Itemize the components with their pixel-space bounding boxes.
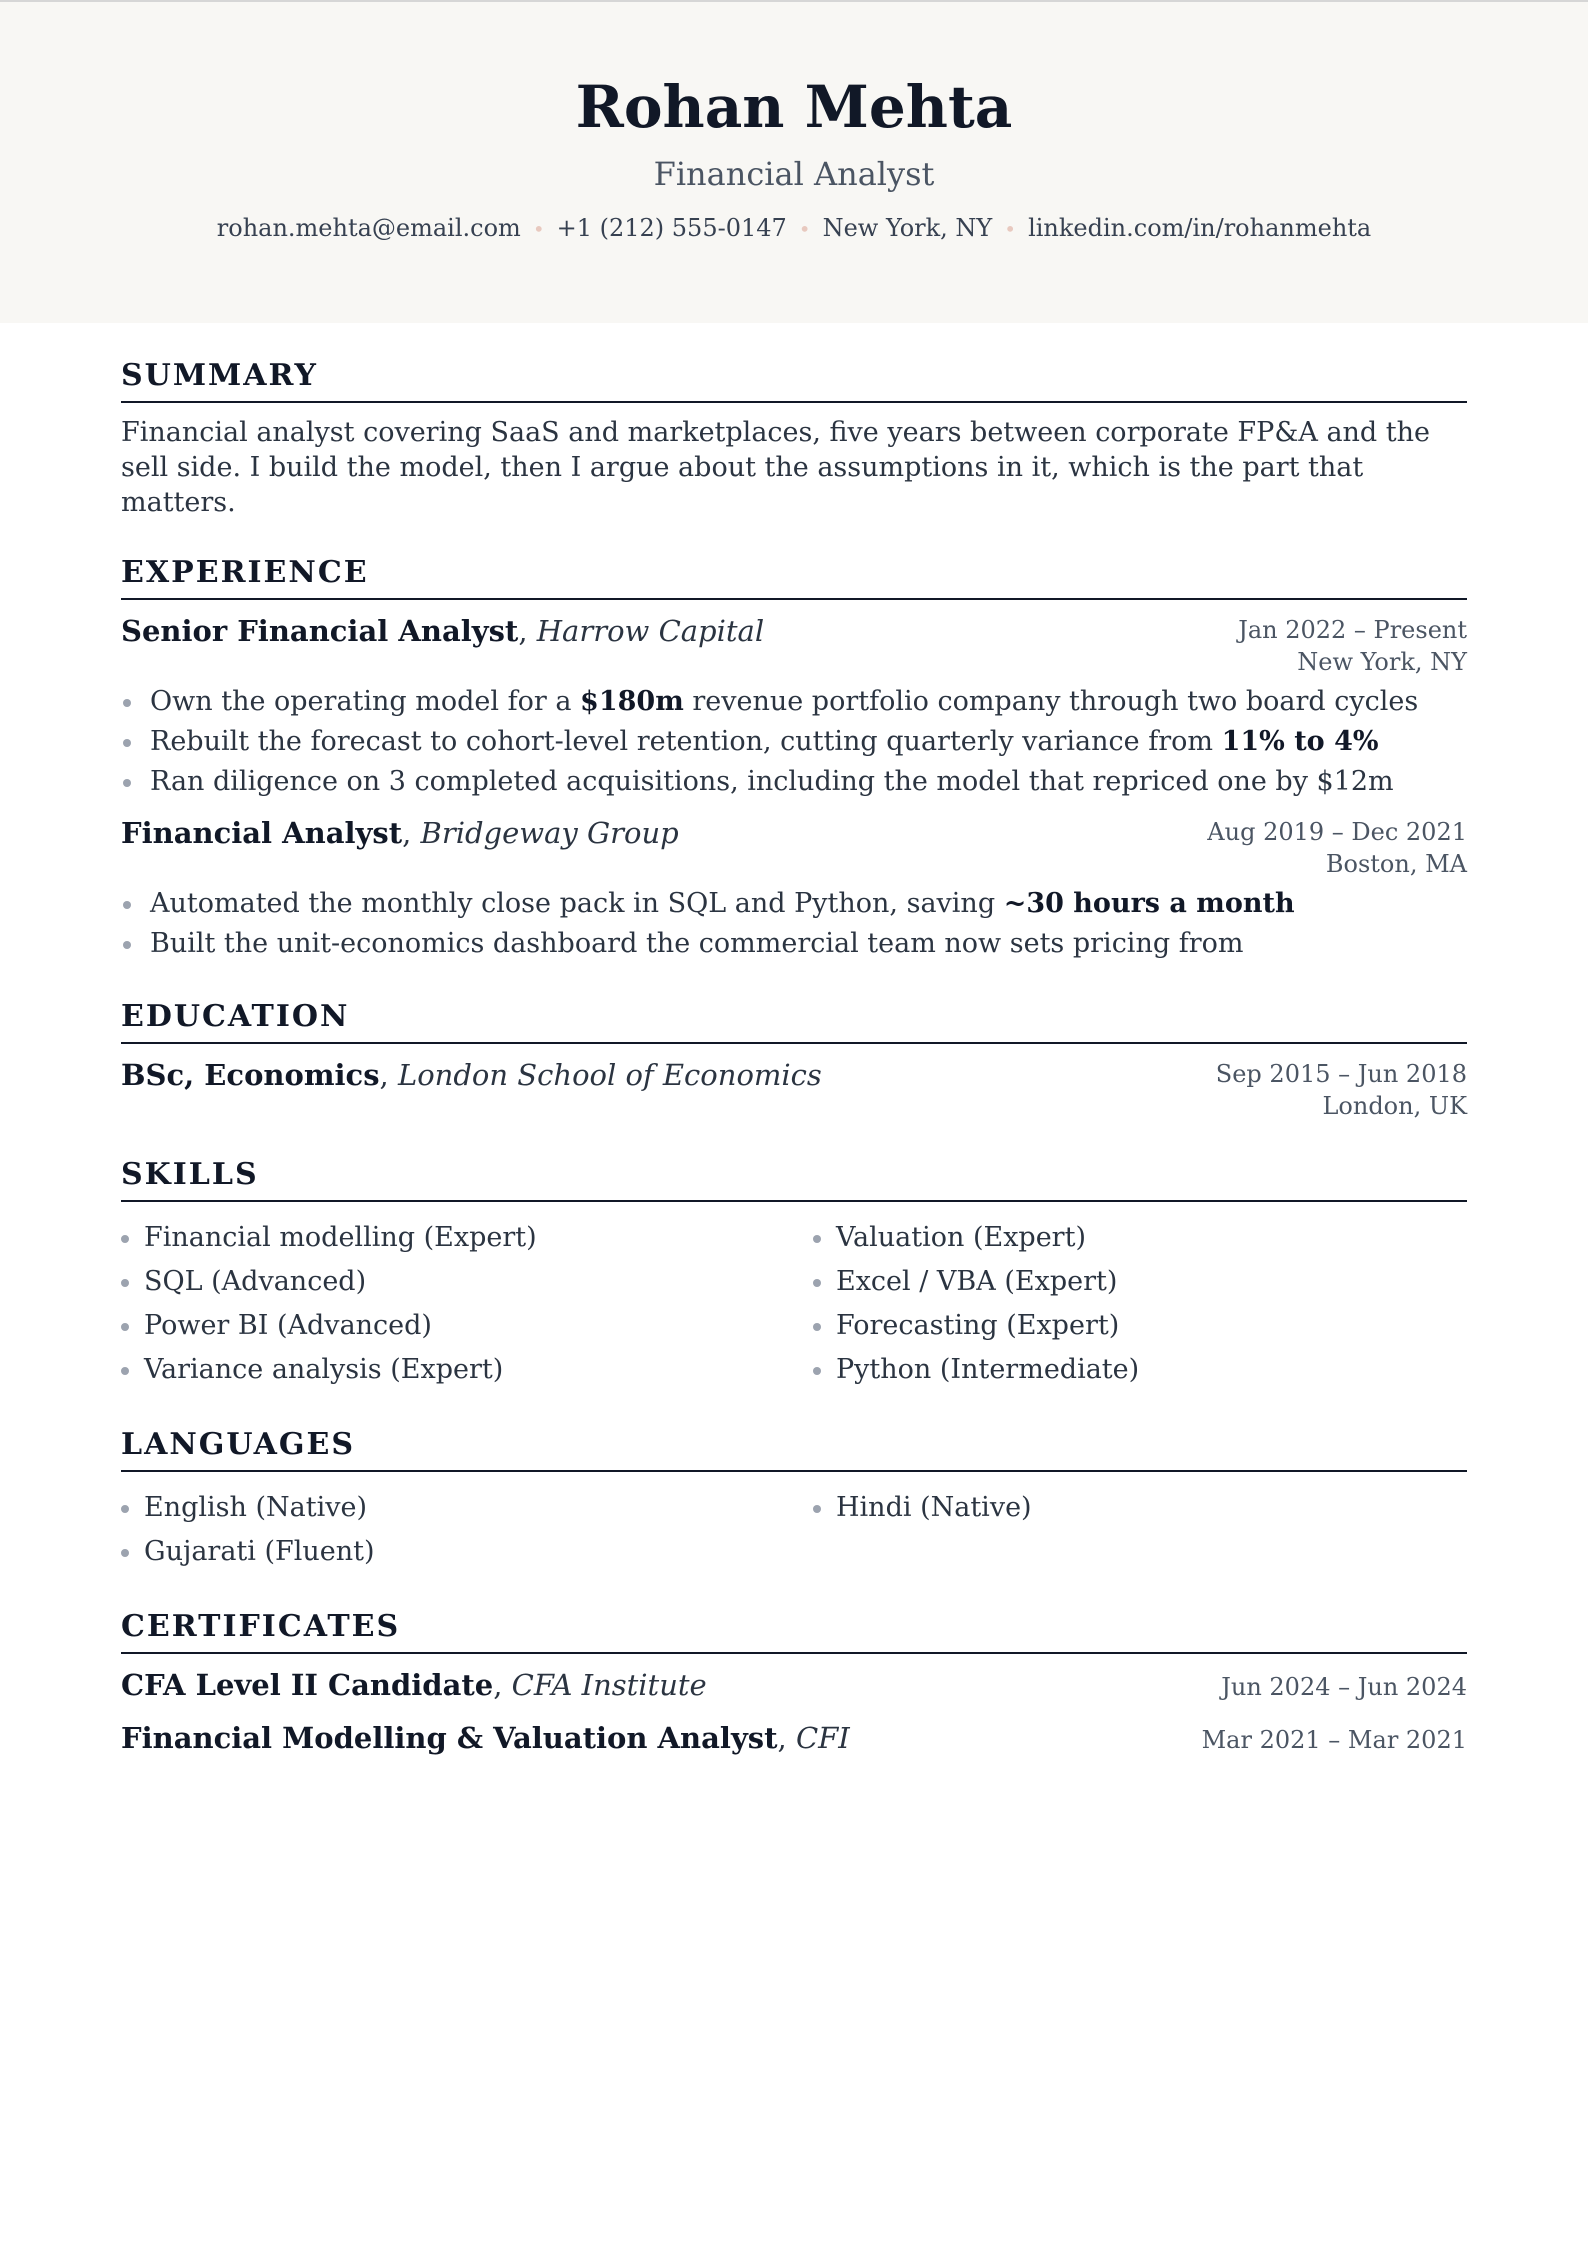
entry-title: Financial Analyst, Bridgeway Group [121,816,679,850]
list-item: English (Native) [121,1486,813,1530]
job-company: Harrow Capital [536,614,765,648]
list-item: SQL (Advanced) [121,1260,813,1304]
certificate-entry: CFA Level II Candidate, CFA Institute Jun 2024 – Jun 2024 [121,1668,1467,1702]
contact-location: New York, NY [822,214,993,242]
job-role: Financial Analyst [121,816,403,850]
skills-list [121,1216,1467,1392]
job-location: New York, NY [1297,648,1467,676]
job-role: Senior Financial Analyst [121,614,519,648]
separator-dot-icon: • [532,217,545,241]
resume-header [0,0,1588,323]
resume-body [0,358,1588,1756]
certificate-name: CFA Level II Candidate [121,1668,494,1702]
certificate-dates: Jun 2024 – Jun 2024 [1221,1673,1467,1701]
job-dates: Aug 2019 – Dec 2021 [1207,818,1467,846]
degree: BSc, Economics [121,1058,380,1092]
job-company: Bridgeway Group [420,816,679,850]
list-item: Ran diligence on 3 completed acquisitions, including the model that repriced one by $12m [121,762,1467,802]
education-section [121,999,1467,1122]
certificates-section [121,1609,1467,1756]
job-bullets [121,884,1467,964]
certificate-dates: Mar 2021 – Mar 2021 [1201,1726,1467,1754]
experience-entry [121,816,1467,964]
certificate-issuer: CFA Institute [511,1668,707,1702]
languages-list [121,1486,1467,1574]
skills-section [121,1157,1467,1392]
list-item: Automated the monthly close pack in SQL and Python, saving ~30 hours a month [121,884,1467,924]
entry-meta [1216,1058,1467,1122]
candidate-headline: Financial Analyst [653,155,935,193]
list-item: Valuation (Expert) [813,1216,1467,1260]
list-item: Financial modelling (Expert) [121,1216,813,1260]
section-title: SUMMARY [121,361,1467,403]
list-item: Power BI (Advanced) [121,1304,813,1348]
entry-meta [1207,816,1467,880]
separator-dot-icon: • [798,217,811,241]
summary-section [121,358,1467,520]
list-item: Own the operating model for a $180m revenue portfolio company through two board cycles [121,682,1467,722]
certificate-name: Financial Modelling & Valuation Analyst [121,1721,778,1755]
contact-line [0,216,1588,240]
experience-section [121,555,1467,964]
section-title: SKILLS [121,1160,1467,1202]
section-title: CERTIFICATES [121,1612,1467,1654]
list-item: Python (Intermediate) [813,1348,1467,1392]
languages-section [121,1427,1467,1574]
summary-text: Financial analyst covering SaaS and marketplaces, five years between corporate FP&A and the sell side. I build the model, then I argue about the assumptions in it, which is the part that matters. [121,417,1431,518]
entry-title: BSc, Economics, London School of Economics [121,1058,822,1092]
list-item: Hindi (Native) [813,1486,1467,1530]
school: London School of Economics [397,1058,822,1092]
section-title: LANGUAGES [121,1430,1467,1472]
separator-dot-icon: • [1004,217,1017,241]
job-dates: Jan 2022 – Present [1238,616,1467,644]
list-item: Gujarati (Fluent) [121,1530,813,1574]
education-dates: Sep 2015 – Jun 2018 [1215,1060,1467,1088]
section-title: EDUCATION [121,1002,1467,1044]
job-location: Boston, MA [1325,850,1467,878]
list-item: Rebuilt the forecast to cohort-level retention, cutting quarterly variance from 11% to 4% [121,722,1467,762]
list-item: Built the unit-economics dashboard the commercial team now sets pricing from [121,924,1467,964]
contact-phone[interactable]: +1 (212) 555-0147 [556,214,787,242]
experience-entry [121,614,1467,802]
job-bullets [121,682,1467,802]
candidate-name: Rohan Mehta [575,73,1013,141]
entry-title: Senior Financial Analyst, Harrow Capital [121,614,765,648]
certificate-entry: Financial Modelling & Valuation Analyst, CFI Mar 2021 – Mar 2021 [121,1721,1467,1755]
list-item: Variance analysis (Expert) [121,1348,813,1392]
section-title: EXPERIENCE [121,558,1467,600]
list-item: Forecasting (Expert) [813,1304,1467,1348]
list-item: Excel / VBA (Expert) [813,1260,1467,1304]
education-location: London, UK [1322,1092,1467,1120]
entry-meta [1238,614,1467,678]
education-entry [121,1058,1467,1122]
contact-email[interactable]: rohan.mehta@email.com [216,214,521,242]
certificate-issuer: CFI [795,1721,850,1755]
contact-linkedin[interactable]: linkedin.com/in/rohanmehta [1028,214,1372,242]
